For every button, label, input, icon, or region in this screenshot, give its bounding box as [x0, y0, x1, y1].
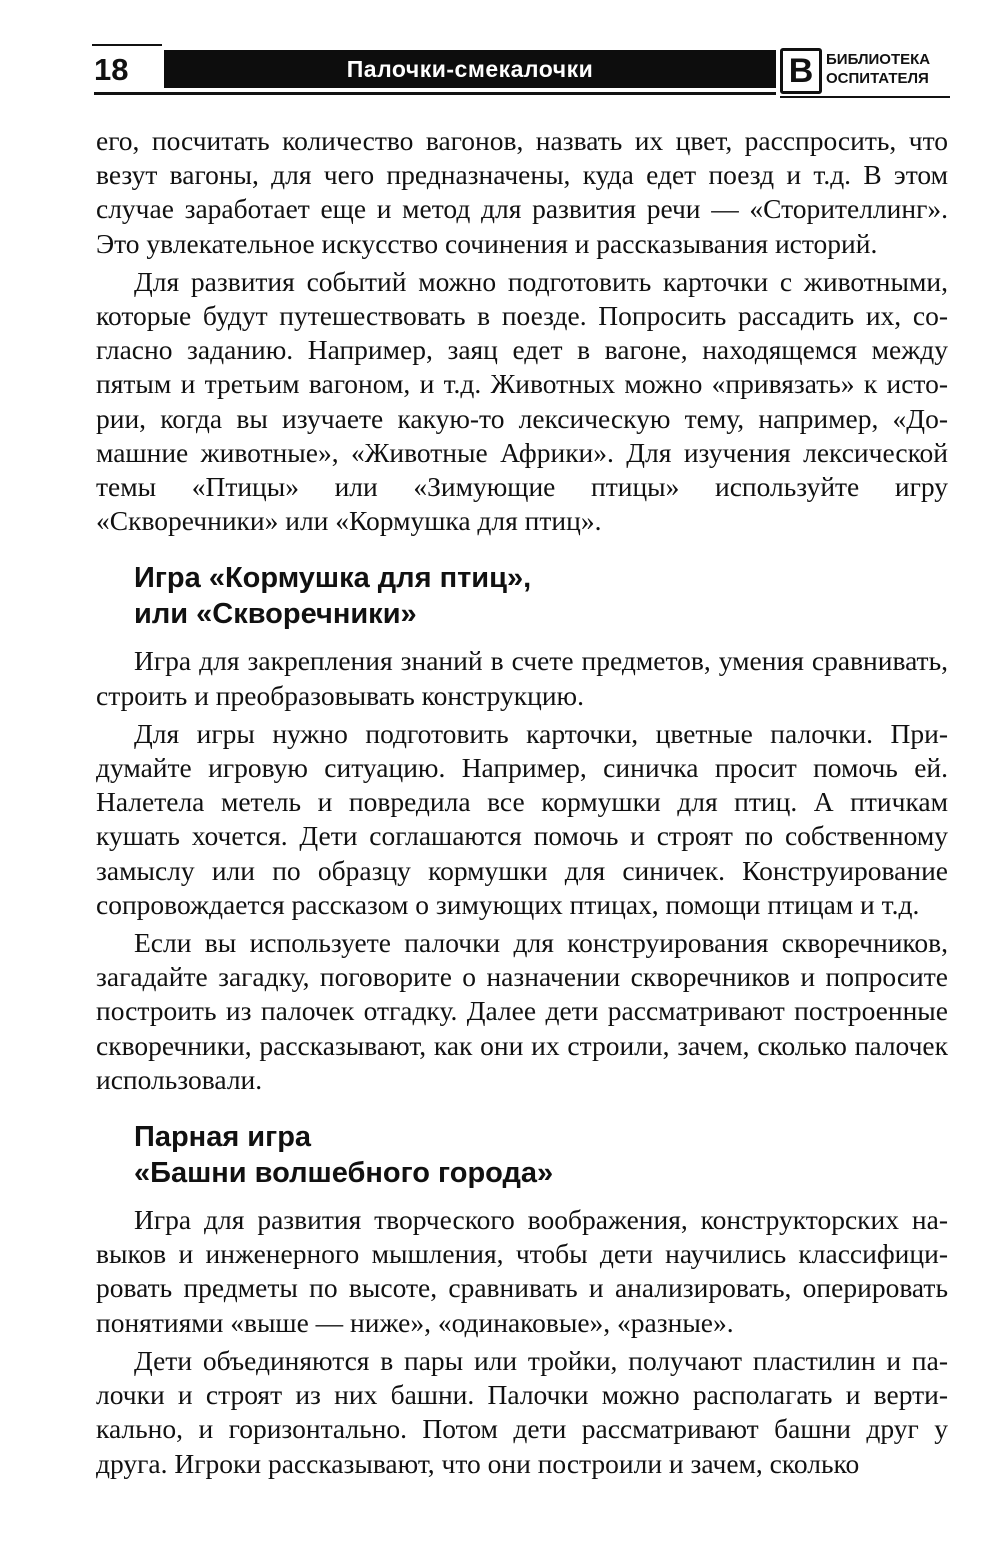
chapter-title-bar [164, 50, 776, 88]
section-heading-line: Парная игра [134, 1121, 312, 1154]
paragraph: Дети объединяются в пары или тройки, получают пластилин и палочки и строят из них башни. Палочки можно располагать и вертикально, и горизонтально. Потом дети рассматривают башни друг у друга. Игроки рассказывают, что они построили и зачем, сколько [96, 1344, 948, 1479]
page-body [96, 124, 948, 1481]
chapter-title: Палочки-смекалочки [346, 55, 594, 82]
logo-letter-mark: В [780, 48, 822, 94]
logo-line-2: ОСПИТАТЕЛЯ [826, 70, 929, 87]
header-top-rule [92, 44, 162, 46]
paragraph: Для развития событий можно подготовить карточки с животными, которые будут путешествовать в поезде. Попросить рассадить их, согласно заданию. Например, заяц едет в вагоне, находящемся между пятым и третьим вагоном, и т.д. Животных можно «привязать» к истории, когда вы изучаете какую-то лексическую тему, например, «Домашние животные», «Животные Африки». Для изучения лексической темы «Птицы» или «Зимующие птицы» используйте игру «Скворечники» или «Кормушка для птиц». [96, 265, 948, 537]
section-heading-magic-towers [96, 1119, 948, 1191]
paragraph: Игра для закрепления знаний в счете предметов, умения сравнивать, строить и преобразовывать конструкцию. [96, 645, 948, 711]
series-logo [780, 44, 960, 100]
page-number: 18 [94, 52, 129, 87]
paragraph: его, посчитать количество вагонов, назвать их цвет, расспросить, что везут вагоны, для чего предназначены, куда едет поезд и т.д. В этом случае заработает еще и метод для развития речи — «Сторителлинг». Это увлекательное искусство сочинения и рассказывания историй. [96, 125, 948, 259]
paragraph: Для игры нужно подготовить карточки, цветные палочки. Придумайте игровую ситуацию. Например, синичка просит помочь ей. Налетела метель и повредила все кормушки для птиц. А птичкам кушать хочется. Дети соглашаются помочь и строят по собственному замыслу или по образцу кормушки для синичек. Конструирование сопровождается рассказом о зимующих птицах, помощи птицам и т.д. [96, 717, 948, 920]
paragraph: Игра для развития творческого воображения, конструкторских навыков и инженерного мышления, чтобы дети научились классифицировать предметы по высоте, сравнивать и анализировать, оперировать понятиями «выше — ниже», «одинаковые», «разные». [96, 1204, 948, 1338]
paragraph: Если вы используете палочки для конструирования скворечников, загадайте загадку, поговорите о назначении скворечников и попросите построить из палочек отгадку. Далее дети рассматривают построенные скворечники, рассказывают, как они их строили, зачем, сколько палочек использовали. [96, 927, 948, 1095]
section-heading-line: или «Скворечники» [134, 598, 417, 631]
header-bottom-rule [94, 92, 776, 95]
section-heading-line: Игра «Кормушка для птиц», [134, 562, 532, 595]
logo-wordmark [826, 50, 930, 88]
running-header [0, 0, 1000, 110]
logo-underline [780, 96, 950, 98]
section-heading-line: «Башни волшебного города» [134, 1157, 554, 1190]
section-heading-bird-feeder [96, 560, 948, 632]
logo-line-1: БИБЛИОТЕКА [826, 51, 931, 68]
